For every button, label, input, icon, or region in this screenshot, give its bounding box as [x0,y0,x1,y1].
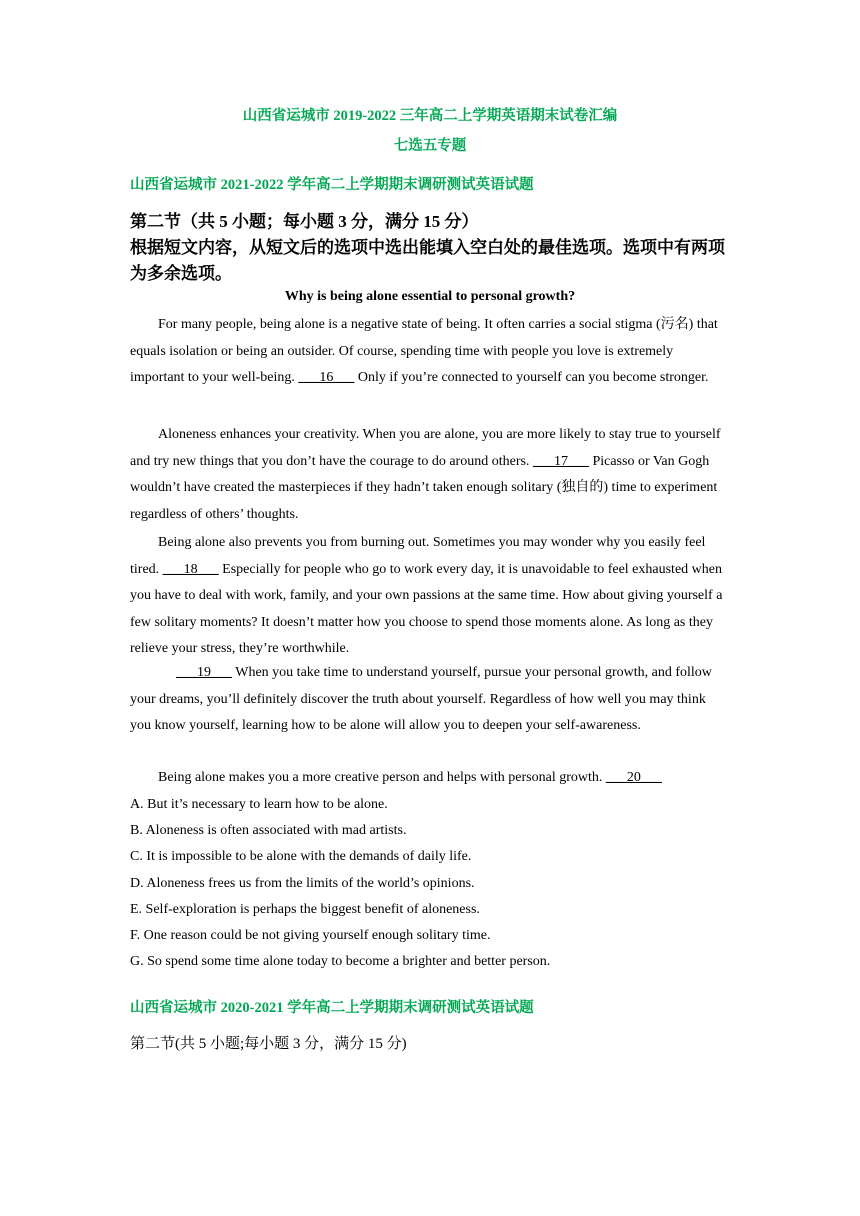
option-d: D. Aloneness frees us from the limits of the world’s opinions. [130,876,475,891]
option-g: G. So spend some time alone today to become a brighter and better person. [130,954,551,969]
paragraph-5: Being alone makes you a more creative person and helps with personal growth. ___20___ [158,770,662,785]
blank-19: ___19___ [176,665,232,680]
option-c: C. It is impossible to be alone with the demands of daily life. [130,849,472,864]
option-f: F. One reason could be not giving yourself enough solitary time. [130,928,491,943]
section-source-title-2: 山西省运城市 2020-2021 学年高二上学期期末调研测试英语试题 [130,1000,534,1016]
part-heading-2: 第二节(共 5 小题;每小题 3 分，满分 15 分) [130,1036,407,1052]
section-source-title: 山西省运城市 2021-2022 学年高二上学期期末调研测试英语试题 [130,177,534,193]
instruction-text: 根据短文内容，从短文后的选项中选出能填入空白处的最佳选项。选项中有两项为多余选项。 [130,238,725,283]
option-e: E. Self-exploration is perhaps the biggest benefit of aloneness. [130,902,480,917]
blank-16: ___16___ [298,370,355,385]
paragraph-2: Aloneness enhances your creativity. When you are alone, you are more likely to stay true to yourself and try new things that you don’t have the courage to do around others. ___17___ Picasso or Van Gogh wouldn’t have created the masterpieces if they hadn’t taken enough solitary (独自的) time to experiment regardless of others’ thoughts. [130,427,721,522]
document-subtitle: 七选五专题 [393,138,467,154]
blank-17: ___17___ [532,453,589,469]
option-b: B. Aloneness is often associated with mad artists. [130,823,407,838]
blank-20: ___20___ [605,770,662,785]
document-title: 山西省运城市 2019-2022 三年高二上学期英语期末试卷汇编 [242,108,618,124]
blank-18: ___18___ [162,561,219,577]
part-heading: 第二节（共 5 小题；每小题 3 分，满分 15 分） [130,212,479,231]
paragraph-3: Being alone also prevents you from burning out. Sometimes you may wonder why you easily feel tired. ___18___ Especially for people who go to work every day, it is unavoidable to feel exhausted when you have to deal with work, family, and your own passions at the same time. How about giving yourself a few solitary moments? It doesn’t matter how you choose to spend those moments alone. As long as they relieve your stress, they’re worthwhile. [130,535,723,656]
paragraph-1: For many people, being alone is a negative state of being. It often carries a social stigma (污名) that equals isolation or being an outsider. Of course, spending time with people you love is extremely important to your well-being. ___16___ Only if you’re connected to yourself can you become stronger. [130,317,718,385]
paragraph-4: ___19___ When you take time to understand yourself, pursue your personal growth, and follow your dreams, you’ll definitely discover the truth about yourself. Regardless of how well you may think you know yourself, learning how to be alone will allow you to deepen your self-awareness. [130,665,712,733]
option-a: A. But it’s necessary to learn how to be alone. [130,797,388,812]
passage-title: Why is being alone essential to personal growth? [284,289,576,304]
